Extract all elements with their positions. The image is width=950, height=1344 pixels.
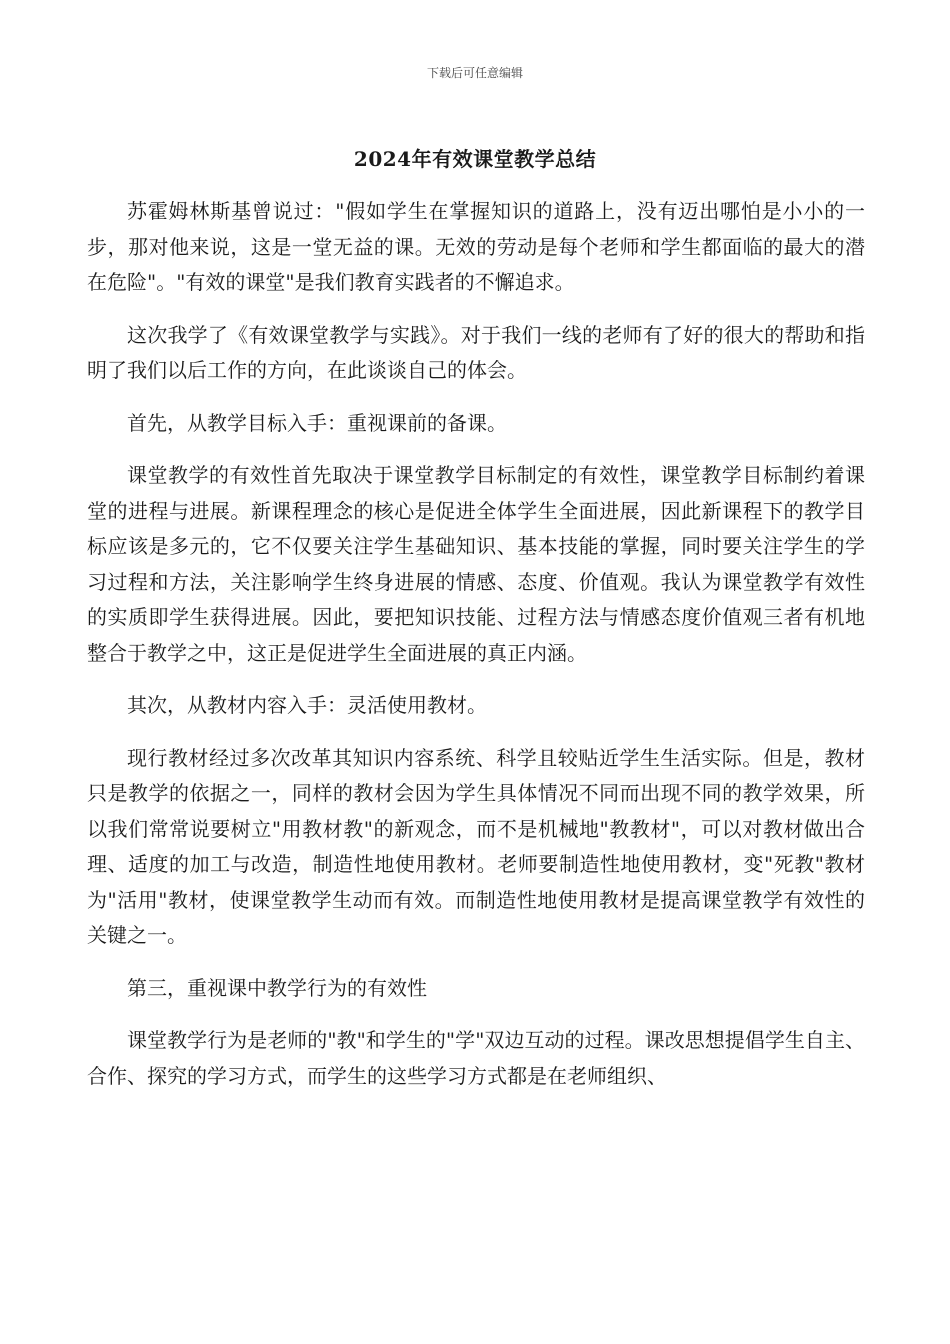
- paragraph-intro: 这次我学了《有效课堂教学与实践》。对于我们一线的老师有了好的很大的帮助和指明了我们以后工作的方向，在此谈谈自己的体会。: [87, 322, 865, 382]
- paragraph-objectives: 课堂教学的有效性首先取决于课堂教学目标制定的有效性，课堂教学目标制约着课堂的进程与进展。新课程理念的核心是促进全体学生全面进展，因此新课程下的教学目标应该是多元的，它不仅要关注学生基础知识、基本技能的掌握，同时要关注学生的学习过程和方法，关注影响学生终身进展的情感、态度、价值观。我认为课堂教学有效性的实质即学生获得进展。因此，要把知识技能、过程方法与情感态度价值观三者有机地整合于教学之中，这正是促进学生全面进展的真正内涵。: [87, 463, 865, 665]
- paragraph-heading-first: 首先，从教学目标入手：重视课前的备课。: [127, 410, 507, 435]
- paragraph-heading-third: 第三，重视课中教学行为的有效性: [127, 975, 427, 1000]
- paragraph-teaching-behavior: 课堂教学行为是老师的"教"和学生的"学"双边互动的过程。课改思想提倡学生自主、合作、探究的学习方式，而学生的这些学习方式都是在老师组织、: [87, 1028, 865, 1088]
- paragraph-quote: 苏霍姆林斯基曾说过："假如学生在掌握知识的道路上，没有迈出哪怕是小小的一步，那对他来说，这是一堂无益的课。无效的劳动是每个老师和学生都面临的最大的潜在危险"。"有效的课堂"是我们教育实践者的不懈追求。: [87, 199, 865, 294]
- header-note: 下载后可任意编辑: [426, 66, 523, 80]
- document-title: 2024年有效课堂教学总结: [353, 147, 597, 171]
- paragraph-heading-second: 其次，从教材内容入手：灵活使用教材。: [127, 693, 487, 717]
- document-body: [87, 194, 865, 1111]
- paragraph-textbook: 现行教材经过多次改革其知识内容系统、科学且较贴近学生生活实际。但是，教材只是教学的依据之一，同样的教材会因为学生具体情况不同而出现不同的教学效果，所以我们常常说要树立"用教材教"的新观念，而不是机械地"教教材"，可以对教材做出合理、适度的加工与改造，制造性地使用教材。老师要制造性地使用教材，变"死教"教材为"活用"教材，使课堂教学生动而有效。而制造性地使用教材是提高课堂教学有效性的关键之一。: [87, 745, 865, 947]
